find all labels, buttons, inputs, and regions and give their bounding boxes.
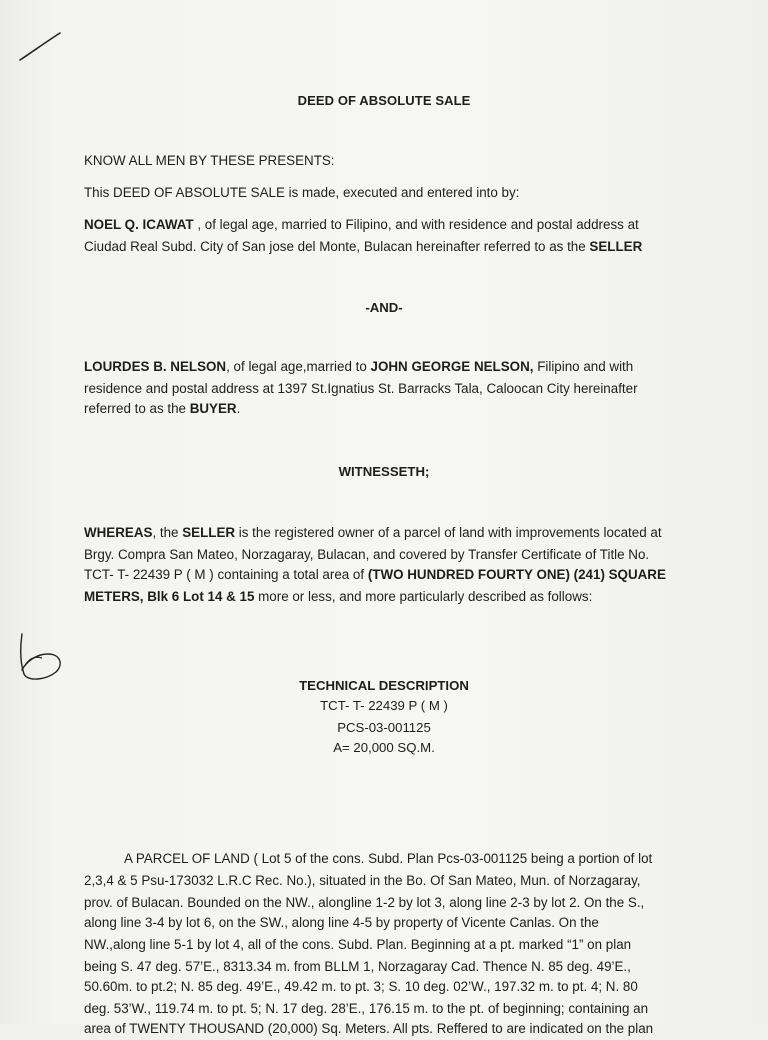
whereas-l1a: , the [152, 525, 183, 540]
technical-tct: TCT- T- 22439 P ( M ) [320, 698, 448, 713]
seller-line-1-rest: , of legal age, married to Filipino, and with residence and postal address at [193, 217, 639, 232]
whereas-area: (TWO HUNDRED FOURTY ONE) (241) SQUARE [367, 567, 666, 582]
whereas-l4-rest: more or less, and more particularly described as follows: [254, 589, 593, 604]
whereas-line-1 [84, 522, 674, 544]
parcel-line-3: prov. of Bulacan. Bounded on the NW., alongline 1-2 by lot 3, along line 2-3 by lot 2. On the S., [84, 895, 645, 910]
buyer-line-2: residence and postal address at 1397 St.Ignatius St. Barracks Tala, Caloocan City hereinafter [84, 381, 638, 396]
document-title: DEED OF ABSOLUTE SALE [297, 93, 471, 108]
buyer-line-3 [84, 398, 674, 420]
seller-name: NOEL Q. ICAWAT [84, 217, 194, 232]
and-separator: -AND- [365, 300, 403, 315]
buyer-line-1 [84, 356, 674, 378]
buyer-spouse: JOHN GEORGE NELSON, [370, 359, 534, 374]
parcel-line-2: 2,3,4 & 5 Psu-173032 L.R.C Rec. No.), situated in the Bo. Of San Mateo, Mun. of Norzagaray, [84, 873, 641, 888]
whereas-seller: SELLER [182, 525, 236, 540]
seller-line-1 [84, 214, 674, 236]
technical-heading: TECHNICAL DESCRIPTION [299, 678, 469, 693]
whereas-line-3 [84, 564, 674, 586]
seller-line-2 [84, 236, 674, 258]
buyer-line-1-rest: Filipino and with [533, 359, 634, 374]
whereas-l1b: is the registered owner of a parcel of land with improvements located at [235, 525, 662, 540]
witnesseth-heading: WITNESSETH; [338, 464, 430, 479]
intro-line: KNOW ALL MEN BY THESE PRESENTS: [84, 153, 335, 168]
buyer-line-3-text: referred to as the [84, 401, 190, 416]
whereas-lot: METERS, Blk 6 Lot 14 & 15 [84, 589, 255, 604]
seller-role: SELLER [589, 239, 643, 254]
parcel-line-4: along line 3-4 by lot 6, on the SW., along line 4-5 by property of Vicente Canlas. On the [84, 915, 599, 930]
whereas-line-4 [84, 586, 674, 608]
parcel-line-1: A PARCEL OF LAND ( Lot 5 of the cons. Subd. Plan Pcs-03-001125 being a portion of lot [124, 851, 653, 866]
made-line: This DEED OF ABSOLUTE SALE is made, executed and entered into by: [84, 185, 520, 200]
whereas-line-2: Brgy. Compra San Mateo, Norzagaray, Bulacan, and covered by Transfer Certificate of Title No. [84, 547, 650, 562]
buyer-role: BUYER [189, 401, 237, 416]
parcel-line-9: area of TWENTY THOUSAND (20,000) Sq. Meters. All pts. Reffered to are indicated on the plan [84, 1021, 654, 1036]
buyer-name: LOURDES B. NELSON [84, 359, 227, 374]
parcel-line-5: NW.,along line 5-1 by lot 4, all of the cons. Subd. Plan. Beginning at a pt. marked “1” on plan [84, 937, 632, 952]
seller-line-2-text: Ciudad Real Subd. City of San jose del Monte, Bulacan hereinafter referred to as the [84, 239, 590, 254]
parcel-line-7: 50.60m. to pt.2; N. 85 deg. 49’E., 49.42 m. to pt. 3; S. 10 deg. 02’W., 197.32 m. to pt. 4; N. 80 [84, 979, 638, 994]
parcel-line-6: being S. 47 deg. 57’E., 8313.34 m. from BLLM 1, Norzagaray Cad. Thence N. 85 deg. 49’E., [84, 959, 631, 974]
pen-stroke-mark [18, 30, 62, 64]
buyer-line-1-mid: , of legal age,married to [226, 359, 371, 374]
technical-area: A= 20,000 SQ.M. [333, 740, 435, 755]
parcel-line-8: deg. 53’W., 119.74 m. to pt. 5; N. 17 deg. 28’E., 176.15 m. to the pt. of beginning; containing an [84, 1001, 649, 1016]
technical-pcs: PCS-03-001125 [337, 720, 431, 735]
whereas-l3a: TCT- T- 22439 P ( M ) containing a total area of [84, 567, 368, 582]
whereas-label: WHEREAS [84, 525, 153, 540]
buyer-line-3-end: . [236, 401, 241, 416]
